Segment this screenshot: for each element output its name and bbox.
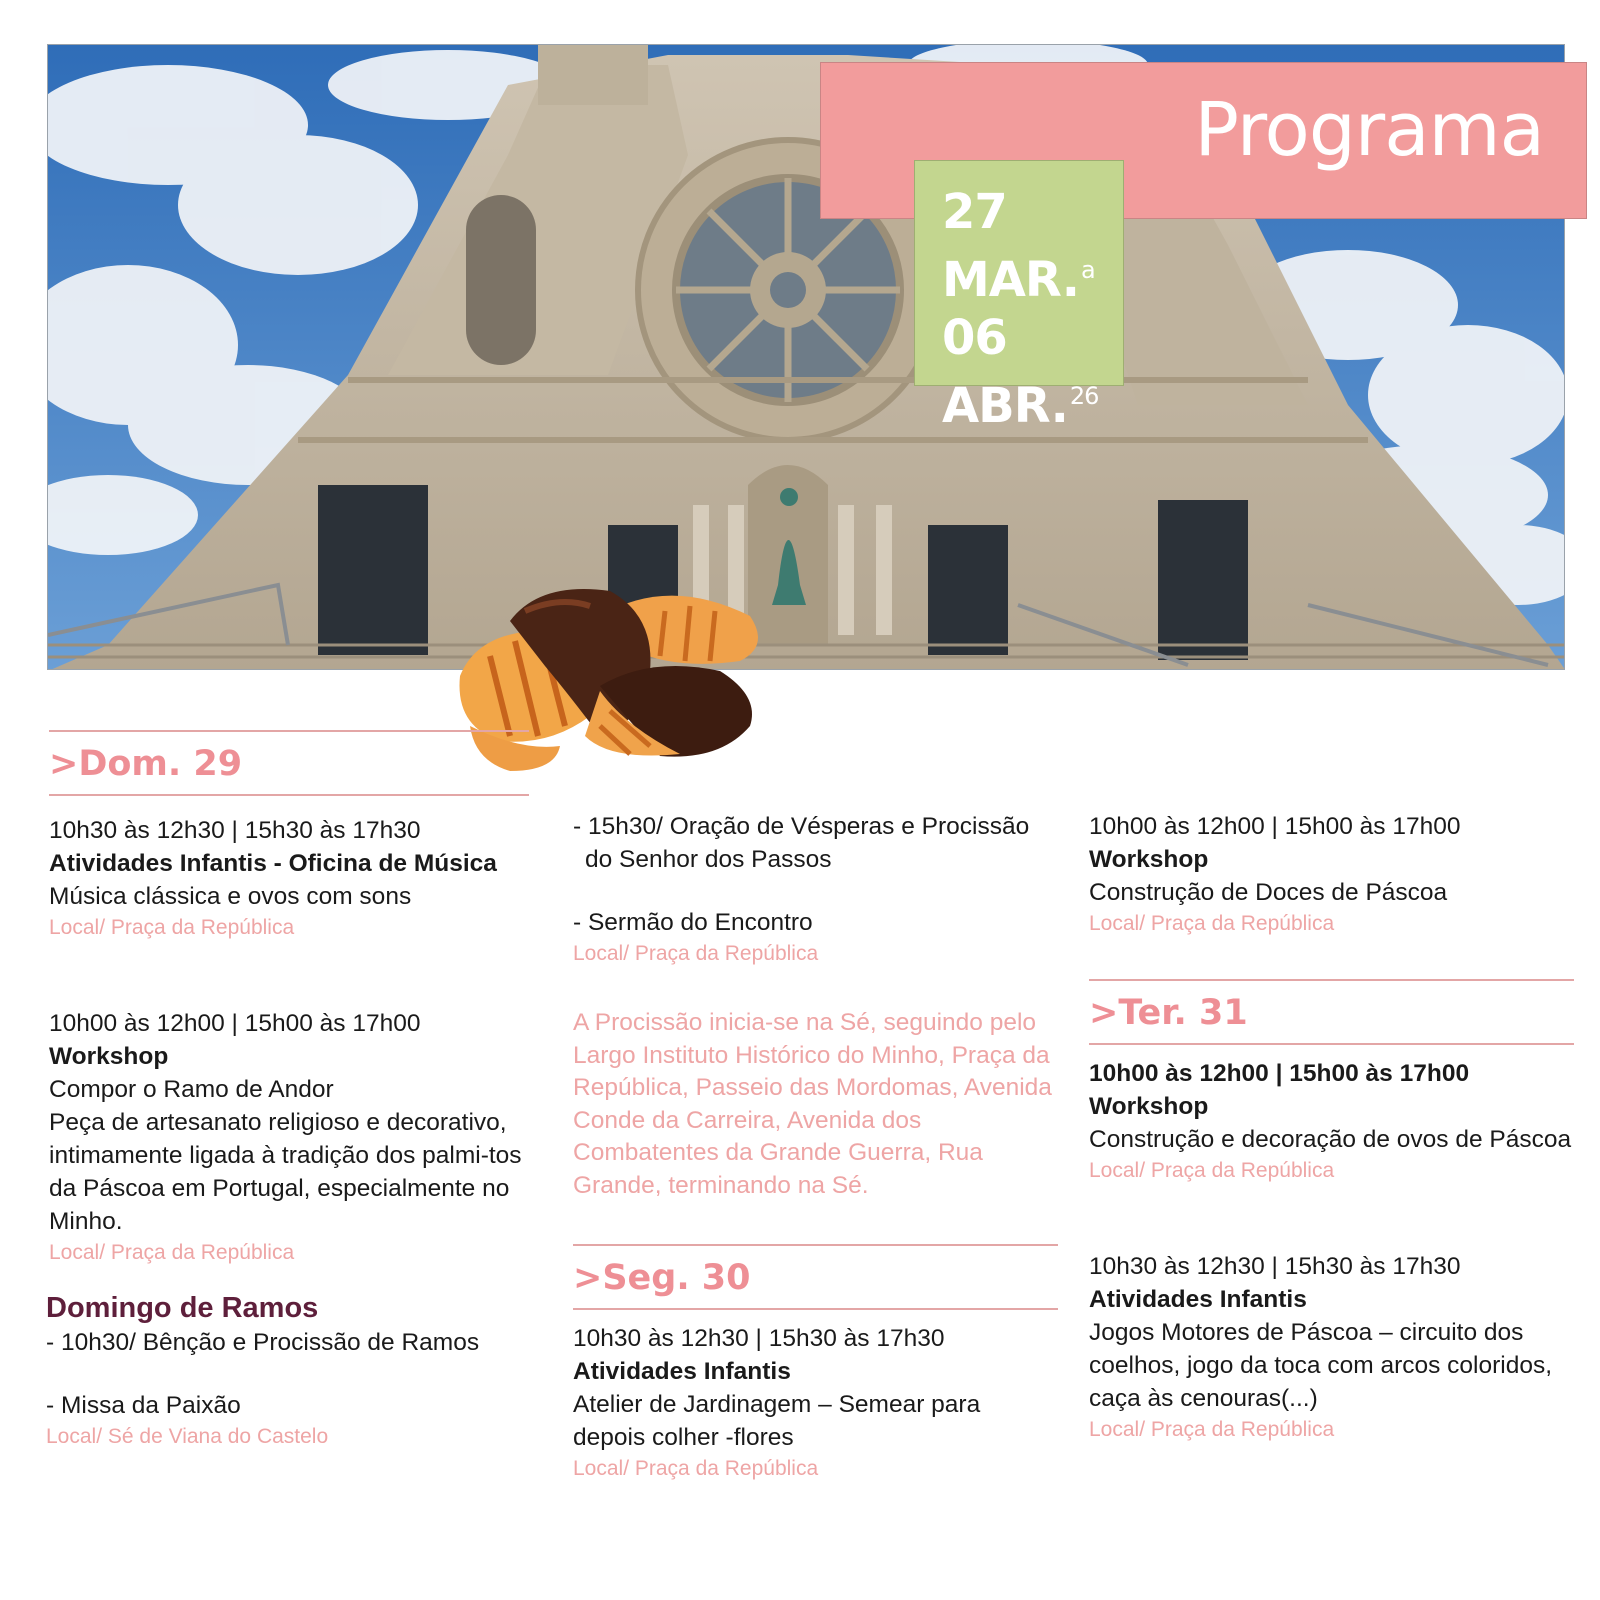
event-ter31-workshop — [1089, 1057, 1574, 1186]
procession-item: - 15h30/ Oração de Vésperas e Procissão do Senhor dos Passos — [573, 813, 1030, 873]
event-location: Local/ Praça da República — [1089, 1418, 1335, 1441]
event-title: Atividades Infantis — [1089, 1286, 1307, 1313]
event-description: Construção e decoração de ovos de Páscoa — [1089, 1126, 1572, 1153]
column-middle — [573, 810, 1058, 1484]
event-time: 10h00 às 12h00 | 15h00 às 17h00 — [1089, 813, 1461, 840]
event-title: Atividades Infantis — [573, 1358, 791, 1385]
event-details: Peça de artesanato religioso e decorativo, intimamente ligada à tradição dos palmi-tos da Páscoa em Portugal, especialmente no Minho. — [49, 1109, 522, 1235]
date-end-day: 06 — [942, 310, 1007, 366]
date-connector: a — [1081, 256, 1095, 284]
ramos-item-mass: - Missa da Paixão — [46, 1392, 241, 1419]
event-title: Workshop — [49, 1043, 169, 1070]
event-dom29-workshop — [49, 1007, 529, 1268]
column-sunday — [46, 730, 529, 1452]
section-domingo-de-ramos — [46, 1290, 529, 1452]
procession-route-note: A Procissão inicia-se na Sé, seguindo pelo Largo Instituto Histórico do Minho, Praça da República, Passeio das Mordomas, Avenida Conde da Carreira, Avenida dos Combatentes da Grande Guerra, Rua Grande, terminando na Sé. — [573, 1009, 1052, 1199]
page-title: Programa — [1194, 87, 1544, 173]
date-end-month: ABR.$^{26}$ — [942, 378, 1099, 434]
event-description: Compor o Ramo de Andor — [49, 1076, 334, 1103]
sermon-item: - Sermão do Encontro — [573, 909, 813, 936]
event-title: Workshop — [1089, 1093, 1209, 1120]
event-sweets-workshop — [1089, 810, 1574, 939]
event-time: 10h30 às 12h30 | 15h30 às 17h30 — [49, 817, 421, 844]
date-start-day: 27 — [942, 184, 1007, 240]
event-title: Workshop — [1089, 846, 1209, 873]
event-location: Local/ Praça da República — [1089, 912, 1335, 935]
event-location: Local/ Praça da República — [573, 942, 819, 965]
event-title: Atividades Infantis - Oficina de Música — [49, 850, 497, 877]
date-start-month: MAR.$^a$ — [942, 252, 1095, 308]
column-right — [1089, 810, 1574, 1445]
event-description: Construção de Doces de Páscoa — [1089, 879, 1448, 906]
event-location: Local/ Praça da República — [573, 1457, 819, 1480]
day-heading-ter31: >Ter. 31 — [1089, 981, 1574, 1045]
event-seg30-gardening — [573, 1322, 1058, 1484]
day-heading-dom29: >Dom. 29 — [49, 732, 529, 796]
event-description: Atelier de Jardinagem – Semear para depois colher -flores — [573, 1391, 981, 1451]
event-location: Local/ Praça da República — [49, 916, 295, 939]
event-location: Local/ Praça da República — [49, 1241, 295, 1264]
event-location: Local/ Sé de Viana do Castelo — [46, 1425, 329, 1448]
event-description: Música clássica e ovos com sons — [49, 883, 412, 910]
section-title: Domingo de Ramos — [46, 1292, 319, 1324]
event-description: Jogos Motores de Páscoa – circuito dos coelhos, jogo da toca com arcos coloridos, caça às cenouras(...) — [1089, 1319, 1553, 1412]
event-time: 10h30 às 12h30 | 15h30 às 17h30 — [573, 1325, 945, 1352]
event-time: 10h00 às 12h00 | 15h00 às 17h00 — [49, 1010, 421, 1037]
event-time: 10h30 às 12h30 | 15h30 às 17h30 — [1089, 1253, 1461, 1280]
event-time: 10h00 às 12h00 | 15h00 às 17h00 — [1089, 1060, 1470, 1087]
event-location: Local/ Praça da República — [1089, 1159, 1335, 1182]
date-year: 26 — [1069, 382, 1099, 410]
date-range-badge — [914, 160, 1124, 434]
event-dom29-music — [49, 814, 529, 943]
event-ter31-games — [1089, 1250, 1574, 1445]
ramos-item-procession: - 10h30/ Bênção e Procissão de Ramos — [46, 1329, 480, 1356]
day-heading-seg30: >Seg. 30 — [573, 1246, 1058, 1310]
